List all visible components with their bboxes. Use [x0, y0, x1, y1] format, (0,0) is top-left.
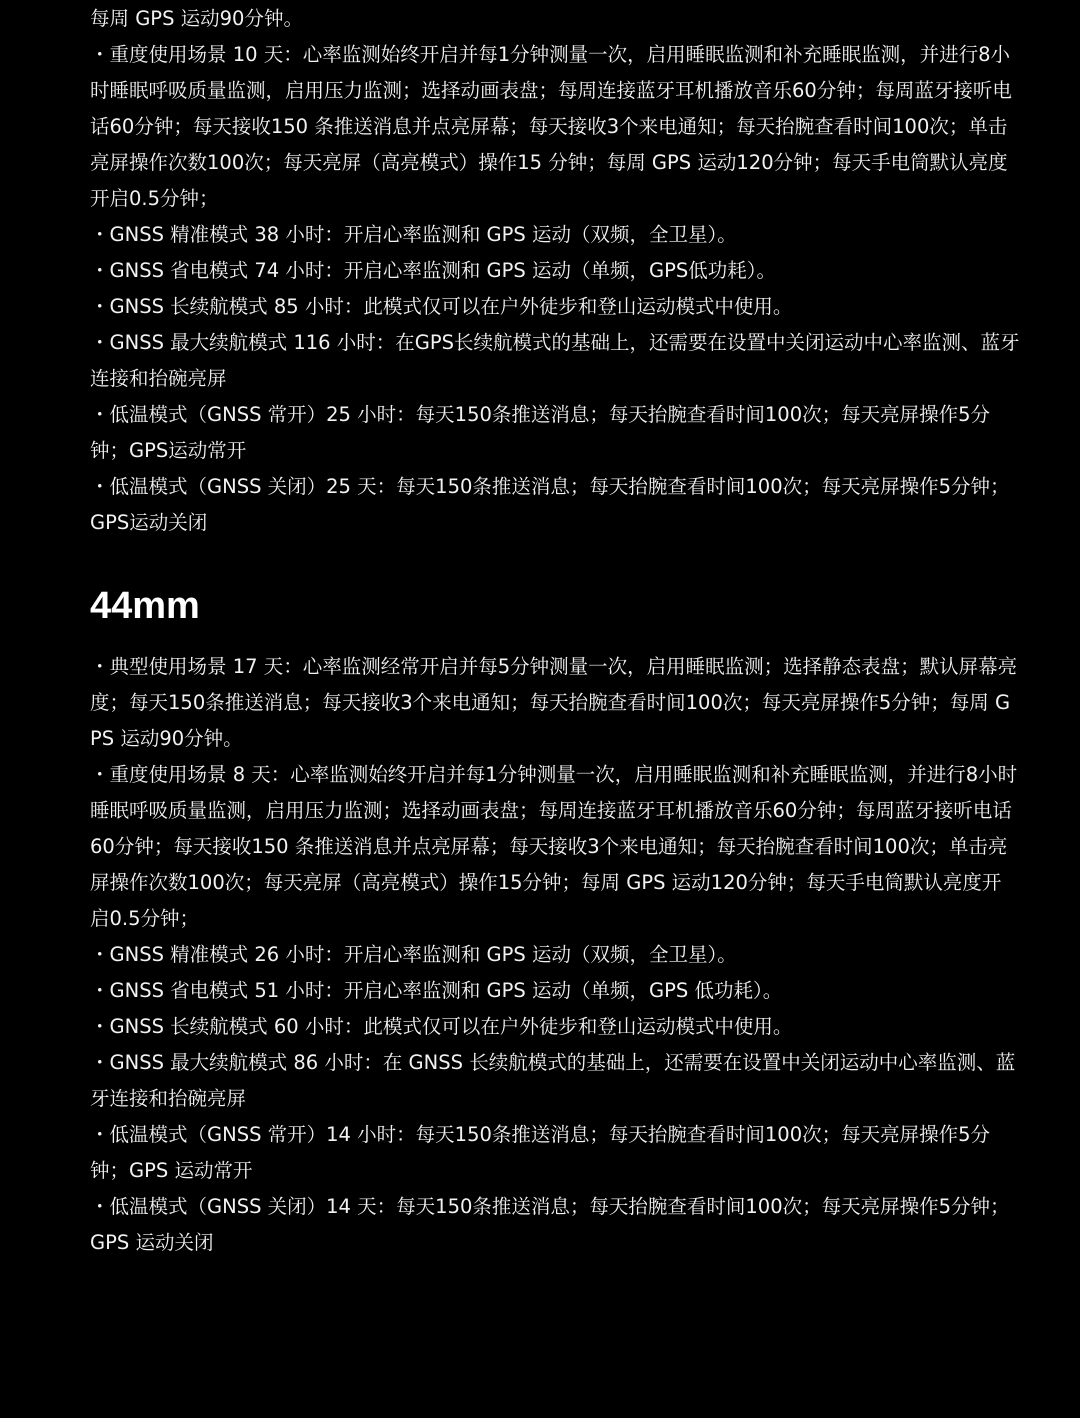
- list-item: ・GNSS 省电模式 74 小时：开启心率监测和 GPS 运动（单频，GPS低功耗）。: [90, 259, 777, 282]
- list-item: ・GNSS 长续航模式 60 小时：此模式仅可以在户外徒步和登山运动模式中使用。: [90, 1015, 793, 1038]
- list-item: ・GNSS 最大续航模式 86 小时：在 GNSS 长续航模式的基础上，还需要在设置中关闭运动中心率监测、蓝牙连接和抬碗亮屏: [90, 1051, 1016, 1110]
- list-item: ・GNSS 最大续航模式 116 小时：在GPS长续航模式的基础上，还需要在设置中关闭运动中心率监测、蓝牙连接和抬碗亮屏: [90, 331, 1020, 390]
- list-item: ・低温模式（GNSS 常开）14 小时：每天150条推送消息；每天抬腕查看时间100次；每天亮屏操作5分钟；GPS 运动常开: [90, 1123, 991, 1182]
- list-item: ・GNSS 精准模式 38 小时：开启心率监测和 GPS 运动（双频，全卫星）。: [90, 223, 737, 246]
- section-44mm-list: [90, 649, 1020, 1261]
- list-item: ・GNSS 精准模式 26 小时：开启心率监测和 GPS 运动（双频，全卫星）。: [90, 943, 737, 966]
- list-item: ・重度使用场景 10 天：心率监测始终开启并每1分钟测量一次，启用睡眠监测和补充睡眠监测，并进行8小时睡眠呼吸质量监测，启用压力监测；选择动画表盘；每周连接蓝牙耳机播放音乐60分钟；每周蓝牙接听电话60分钟；每天接收150 条推送消息并点亮屏幕；每天接收3个来电通知；每天抬腕查看时间100次；单击亮屏操作次数100次；每天亮屏（高亮模式）操作15 分钟；每周 GPS 运动120分钟；每天手电筒默认亮度开启0.5分钟；: [90, 43, 1012, 210]
- list-item: ・低温模式（GNSS 关闭）14 天：每天150条推送消息；每天抬腕查看时间100次；每天亮屏操作5分钟；GPS 运动关闭: [90, 1195, 1010, 1254]
- list-item: ・低温模式（GNSS 常开）25 小时：每天150条推送消息；每天抬腕查看时间100次；每天亮屏操作5分钟；GPS运动常开: [90, 403, 991, 462]
- list-item: ・GNSS 长续航模式 85 小时：此模式仅可以在户外徒步和登山运动模式中使用。: [90, 295, 793, 318]
- list-item: ・重度使用场景 8 天：心率监测始终开启并每1分钟测量一次，启用睡眠监测和补充睡眠监测，并进行8小时睡眠呼吸质量监测，启用压力监测；选择动画表盘；每周连接蓝牙耳机播放音乐60分钟；每周蓝牙接听电话60分钟；每天接收150 条推送消息并点亮屏幕；每天接收3个来电通知；每天抬腕查看时间100次；单击亮屏操作次数100次；每天亮屏（高亮模式）操作15分钟；每周 GPS 运动120分钟；每天手电筒默认亮度开启0.5分钟；: [90, 763, 1018, 930]
- list-item: ・典型使用场景 17 天：心率监测经常开启并每5分钟测量一次，启用睡眠监测；选择静态表盘；默认屏幕亮度；每天150条推送消息；每天接收3个来电通知；每天抬腕查看时间100次；每天亮屏操作5分钟；每周 GPS 运动90分钟。: [90, 655, 1018, 750]
- list-item: ・GNSS 省电模式 51 小时：开启心率监测和 GPS 运动（单频，GPS 低功耗）。: [90, 979, 783, 1002]
- section-title-44mm: 44mm: [90, 585, 200, 627]
- section-42mm-list: [90, 1, 1020, 541]
- list-item: ・低温模式（GNSS 关闭）25 天：每天150条推送消息；每天抬腕查看时间100次；每天亮屏操作5分钟；GPS运动关闭: [90, 475, 1010, 534]
- list-item: 每周 GPS 运动90分钟。: [90, 7, 303, 30]
